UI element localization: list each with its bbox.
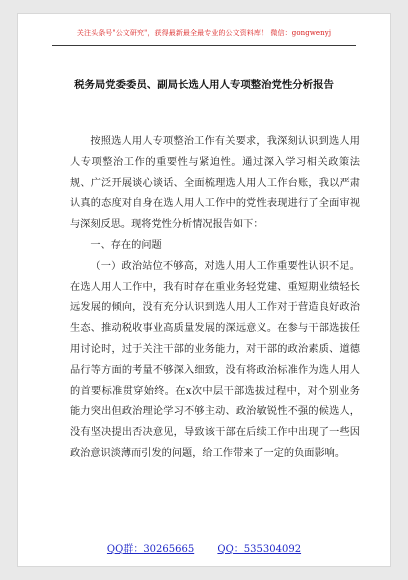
qq-contact-link[interactable]: QQ：535304092: [217, 544, 302, 555]
intro-paragraph: 按照选人用人专项整治工作有关要求，我深刻认识到选人用人专项整治工作的重要性与紧迫性。通过深入学习相关政策法规、广泛开展谈心谈话、全面梳理选人用人工作台账，我以严肃认真的态度对自身在选人用人工作中的党性表现进行了全面审视与深刻反思。现将党性分析情况报告如下：: [70, 136, 360, 231]
header-divider: [52, 45, 356, 46]
qq-group-link[interactable]: QQ群：30265665: [106, 544, 195, 555]
issue-paragraph-1: （一）政治站位不够高，对选人用人工作重要性认识不足。在选人用人工作中，我有时存在重业务轻党建、重短期业绩轻长远发展的倾向，没有充分认识到选人用人工作对于营造良好政治生态、推动税收事业高质量发展的深远意义。在参与干部选拔任用讨论时，过于关注干部的业务能力，对干部的政治素质、道德品行等方面的考量不够深入细致，没有将政治标准作为选人用人的首要标准贯穿始终。在x次中层干部选拔过程中，对个别业务能力突出但政治理论学习不够主动、政治敏锐性不强的候选人，没有坚决提出否决意见，导致该干部在后续工作中出现了一些因政治意识淡薄而引发的问题，给工作带来了一定的负面影响。: [70, 260, 360, 459]
document-title: 税务局党委委员、副局长选人用人专项整治党性分析报告: [74, 79, 334, 91]
footer-contacts: [18, 540, 390, 555]
document-body: [70, 132, 360, 465]
header-banner: 关注头条号"公文研究"，获得最新最全最专业的公文资料库！ 微信：gongwenyj: [76, 29, 332, 37]
document-page: [18, 14, 390, 566]
section-heading: 一、存在的问题: [90, 239, 162, 251]
